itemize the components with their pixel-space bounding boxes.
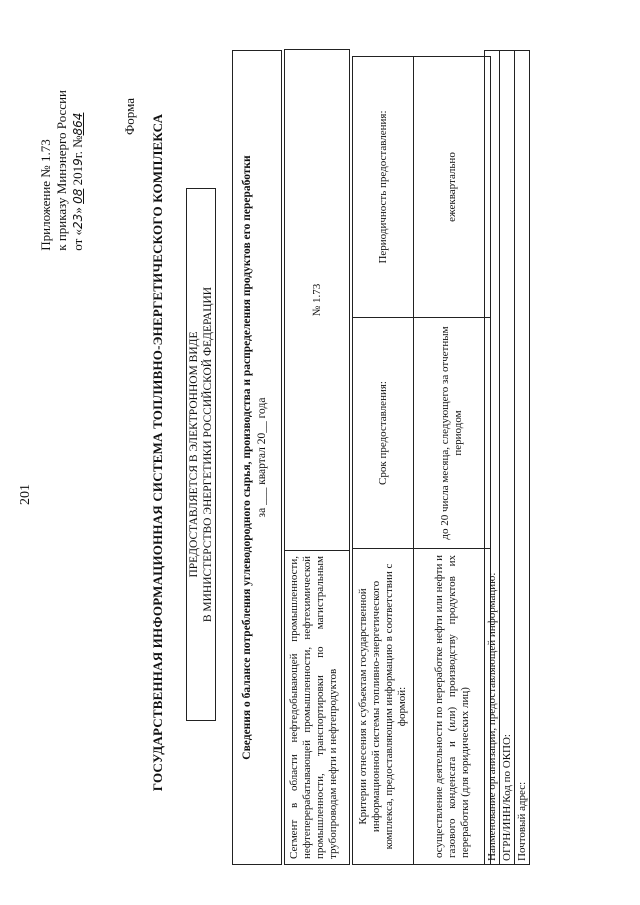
deadline-header: Срок предоставления:: [353, 318, 414, 549]
segment-text: Сегмент в области нефтедобывающей промышленности, нефтеперерабатывающей промышленности, нефтехимической промышленности, транспортировки по магистральным трубопроводам нефти и нефтепродуктов: [285, 551, 350, 865]
criteria-value: осуществление деятельности по переработке нефти или нефти и газового конденсата и (или) производству продуктов их переработки (для юридических лиц): [414, 549, 491, 865]
date-mid1: »: [70, 203, 85, 214]
periodicity-value: ежеквартально: [414, 57, 491, 318]
organization-info: [484, 50, 530, 865]
date-month: 08: [71, 188, 85, 204]
provide-line1: ПРЕДОСТАВЛЯЕТСЯ В ЭЛЕКТРОННОМ ВИДЕ: [188, 331, 200, 578]
report-title-box: [232, 50, 282, 865]
criteria-table: [352, 56, 491, 865]
form-number: № 1.73: [285, 50, 350, 551]
table-row: [414, 57, 491, 865]
table-row: [285, 50, 350, 865]
form-label: Форма: [122, 98, 137, 135]
date-day: 23: [71, 213, 85, 229]
table-row: [353, 57, 414, 865]
appendix-line3: [70, 90, 86, 251]
provide-line2: В МИНИСТЕРСТВО ЭНЕРГЕТИКИ РОССИЙСКОЙ ФЕДЕРАЦИИ: [202, 286, 214, 623]
main-title: ГОСУДАРСТВЕННАЯ ИНФОРМАЦИОННАЯ СИСТЕМА ТОПЛИВНО-ЭНЕРГЕТИЧЕСКОГО КОМПЛЕКСА: [150, 113, 165, 792]
org-name-row: Наименование организации, предоставляющей информацию:: [484, 50, 499, 865]
criteria-header: Критерии отнесения к субъектам государственной информационной системы топливно-энергетического комплекса, предоставляющим информацию в соответствии с формой:: [353, 549, 414, 865]
org-address-row: Почтовый адрес:: [514, 50, 530, 865]
report-period: за ___ квартал 20__ года: [256, 397, 268, 518]
date-prefix: от «: [70, 228, 85, 251]
order-number: 864: [71, 112, 85, 136]
date-mid2: 201: [70, 165, 85, 189]
segment-table-wrap: [284, 49, 350, 865]
org-codes-row: ОГРН/ИНН/Код по ОКПО:: [499, 50, 514, 865]
criteria-table-wrap: [352, 56, 491, 865]
page-number: 201: [18, 484, 33, 505]
segment-table: [284, 49, 350, 865]
report-title: Сведения о балансе потребления углеводородного сырья, производства и распределения продуктов его переработки: [241, 155, 253, 760]
appendix-line1: Приложение № 1.73: [38, 139, 53, 251]
provide-box: [186, 188, 216, 721]
appendix-reference: [38, 90, 86, 251]
appendix-line2: к приказу Минэнерго России: [54, 90, 69, 251]
deadline-value: до 20 числа месяца, следующего за отчетным периодом: [414, 318, 491, 549]
date-year-digit: 9: [71, 158, 85, 166]
periodicity-header: Периодичность предоставления:: [353, 57, 414, 318]
date-mid3: г. №: [70, 135, 85, 159]
